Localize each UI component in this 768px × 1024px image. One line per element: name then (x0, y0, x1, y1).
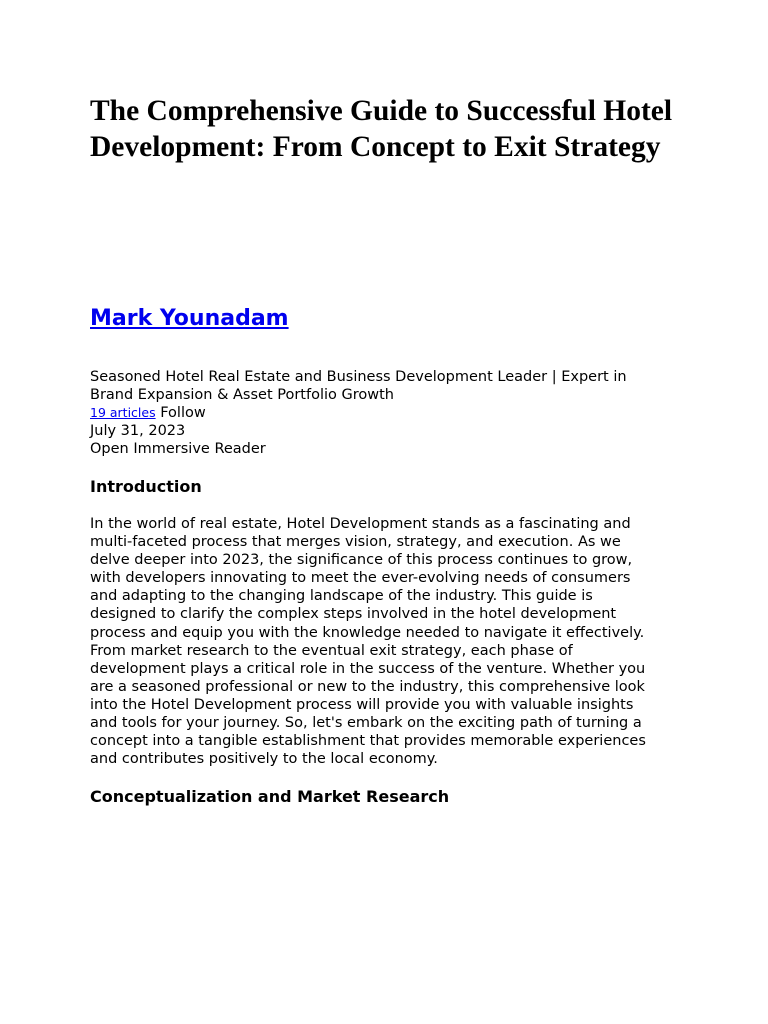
author-actions (90, 404, 680, 422)
paragraph-line: development plays a critical role in the success of the venture. Whether you (90, 660, 646, 677)
follow-button[interactable]: Follow (160, 405, 206, 421)
introduction-paragraph (90, 515, 680, 768)
paragraph-line: and tools for your journey. So, let's embark on the exciting path of turning a (90, 715, 642, 732)
paragraph-line: concept into a tangible establishment that provides memorable experiences (90, 733, 646, 750)
paragraph-line: with developers innovating to meet the ever-evolving needs of consumers (90, 570, 631, 587)
paragraph-line: From market research to the eventual exit strategy, each phase of (90, 642, 573, 659)
immersive-reader-button[interactable]: Open Immersive Reader (90, 441, 266, 457)
paragraph-line: into the Hotel Development process will provide you with valuable insights (90, 696, 634, 713)
publish-date: July 31, 2023 (90, 423, 186, 439)
article-meta (90, 368, 680, 458)
author-headline-line-1: Seasoned Hotel Real Estate and Business Development Leader | Expert in (90, 369, 627, 385)
author-headline-line-2: Brand Expansion & Asset Portfolio Growth (90, 387, 394, 403)
author-name-link[interactable]: Mark Younadam (90, 306, 289, 331)
paragraph-line: and contributes positively to the local economy. (90, 751, 438, 768)
paragraph-line: are a seasoned professional or new to the industry, this comprehensive look (90, 678, 645, 695)
paragraph-line: and adapting to the changing landscape of the industry. This guide is (90, 588, 593, 605)
article-title: The Comprehensive Guide to Successful Hotel Development: From Concept to Exit Strategy (90, 95, 673, 163)
section-heading-conceptualization: Conceptualization and Market Research (90, 787, 450, 806)
paragraph-line: process and equip you with the knowledge needed to navigate it effectively. (90, 624, 645, 641)
section-heading-introduction: Introduction (90, 477, 202, 496)
paragraph-line: multi-faceted process that merges vision, strategy, and execution. As we (90, 534, 621, 551)
paragraph-line: delve deeper into 2023, the significance of this process continues to grow, (90, 552, 633, 569)
articles-count-link[interactable]: 19 articles (90, 405, 156, 420)
author-name (90, 305, 289, 333)
paragraph-line: In the world of real estate, Hotel Development stands as a fascinating and (90, 516, 631, 532)
paragraph-line: designed to clarify the complex steps involved in the hotel development (90, 606, 617, 623)
